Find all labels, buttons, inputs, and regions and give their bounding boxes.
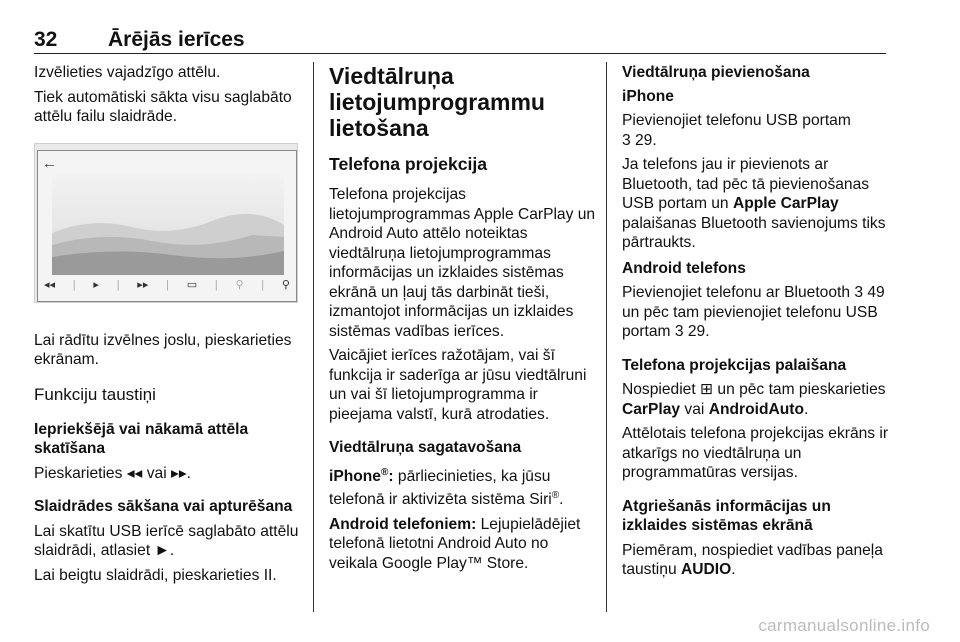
paragraph: Tiek automātiski sākta visu saglabāto attēlu failu slaidrāde. (34, 88, 292, 125)
previous-button[interactable]: ◂◂ (44, 278, 56, 291)
toolbar-separator: | (116, 278, 120, 291)
subheading: Slaidrādes sākšana vai apturēšana (34, 498, 293, 515)
text-run: Ja telefons jau ir pievienots ar Bluetooth, tad pēc tā pievienošanas USB portam un (622, 156, 870, 212)
main-heading: Viedtālruņa lietojumprogrammu lietošana (329, 63, 545, 141)
aspect-ratio-icon[interactable]: ▭ (186, 278, 198, 291)
next-button[interactable]: ▸▸ (137, 278, 149, 291)
toolbar-separator: | (72, 278, 76, 291)
landscape-image (52, 175, 284, 275)
section-heading: Funkciju taustiņi (34, 384, 156, 404)
subheading: Android telefons (622, 259, 746, 277)
column-2 (329, 63, 597, 578)
subheading: Viedtālruņa sagatavošana (329, 439, 522, 456)
column-divider-1 (313, 62, 314, 612)
android-text: Lejupielādējiet telefonā lietotni Android Auto no veikala Google Play™ Store. (329, 515, 581, 572)
back-arrow-icon: ← (42, 154, 57, 172)
android-label: Android telefoniem: (329, 515, 477, 533)
paragraph-android (329, 515, 597, 574)
subheading: iPhone (622, 87, 674, 105)
column-3 (622, 63, 890, 585)
screen-frame (37, 150, 297, 302)
chapter-title: Ārējās ierīces (108, 28, 245, 51)
text-run: Piemēram, nospiediet vadības paneļa taustiņu (622, 541, 883, 578)
colon: : (388, 467, 394, 485)
carplay-term: CarPlay (622, 400, 681, 418)
paragraph: Telefona projekcijas lietojumprogrammas Apple CarPlay un Android Auto attēlo noteiktas viedtālruņa lietojumprogrammas informācijas un izklaides sistēmas ekrānā un ļauj tās darbināt tieši, izmantojot informācijas un izklaides sistēmas vadības ierīces. (329, 186, 596, 340)
slideshow-screenshot (34, 143, 298, 303)
toolbar-separator: | (261, 278, 265, 291)
paragraph: Izvēlieties vajadzīgo attēlu. (34, 64, 221, 81)
header-divider (34, 53, 886, 54)
toolbar-separator: | (166, 278, 169, 291)
play-button[interactable]: ▸ (93, 278, 99, 291)
column-divider-2 (606, 62, 607, 612)
text-run: Nospiediet ⊞ un pēc tam pieskarieties (622, 381, 886, 398)
paragraph (622, 155, 890, 253)
zoom-in-icon[interactable]: ⚲ (281, 278, 290, 291)
subheading: Iepriekšējā vai nākamā attēla skatīšana (34, 420, 249, 457)
paragraph: Pievienojiet telefonu USB portam (622, 112, 851, 129)
subheading: Viedtālruņa pievienošana (622, 64, 810, 81)
section-heading: Telefona projekcija (329, 154, 488, 174)
text-run: vai (680, 400, 709, 418)
toolbar-separator: | (214, 278, 218, 291)
registered-mark: ® (380, 466, 389, 478)
paragraph: Lai rādītu izvēlnes joslu, pieskarieties ekrānam. (34, 331, 292, 368)
period: . (559, 491, 564, 509)
registered-mark: ® (551, 490, 560, 502)
paragraph: Lai beigtu slaidrādi, pieskarieties II. (34, 566, 277, 584)
iphone-label: iPhone (329, 467, 381, 485)
column-1 (34, 63, 302, 590)
watermark: carmanualsonline.info (758, 616, 930, 635)
paragraph: Pieskarieties ◂◂ vai ▸▸. (34, 464, 191, 482)
media-toolbar (44, 277, 290, 295)
text-run: . (803, 400, 809, 418)
carplay-term: Apple CarPlay (732, 195, 839, 212)
paragraph: Vaicājiet ierīces ražotājam, vai šī funkcija ir saderīga ar jūsu viedtālruni un vai šī lietojumprogramma ir pieejama valstī, kurā atrodaties. (329, 347, 587, 423)
zoom-out-icon[interactable]: ⚲ (235, 278, 244, 291)
paragraph: Pievienojiet telefonu ar Bluetooth 3 49 un pēc tam pievienojiet telefonu USB portam 3 29. (622, 284, 885, 340)
subheading: Telefona projekcijas palaišana (622, 356, 847, 374)
paragraph (622, 380, 890, 419)
paragraph-iphone (329, 463, 597, 510)
text-run: . (731, 561, 736, 578)
page-number: 32 (34, 28, 58, 51)
paragraph (622, 541, 890, 580)
paragraph: Attēlotais telefona projekcijas ekrāns ir atkarīgs no viedtālruņa un programmatūras versijas. (622, 425, 889, 481)
page-reference: 3 29. (622, 131, 657, 149)
iphone-text: pārliecinieties, ka jūsu telefonā ir aktivizēta sistēma Siri (329, 467, 552, 509)
androidauto-term: AndroidAuto (708, 400, 804, 418)
paragraph: Lai skatītu USB ierīcē saglabāto attēlu slaidrādi, atlasiet ►. (34, 522, 299, 559)
text-run: palaišanas Bluetooth savienojums tiks pārtraukts. (622, 214, 886, 251)
audio-term: AUDIO (680, 561, 732, 578)
page-header (34, 28, 886, 54)
subheading: Atgriešanās informācijas un izklaides sistēmas ekrānā (622, 497, 831, 534)
